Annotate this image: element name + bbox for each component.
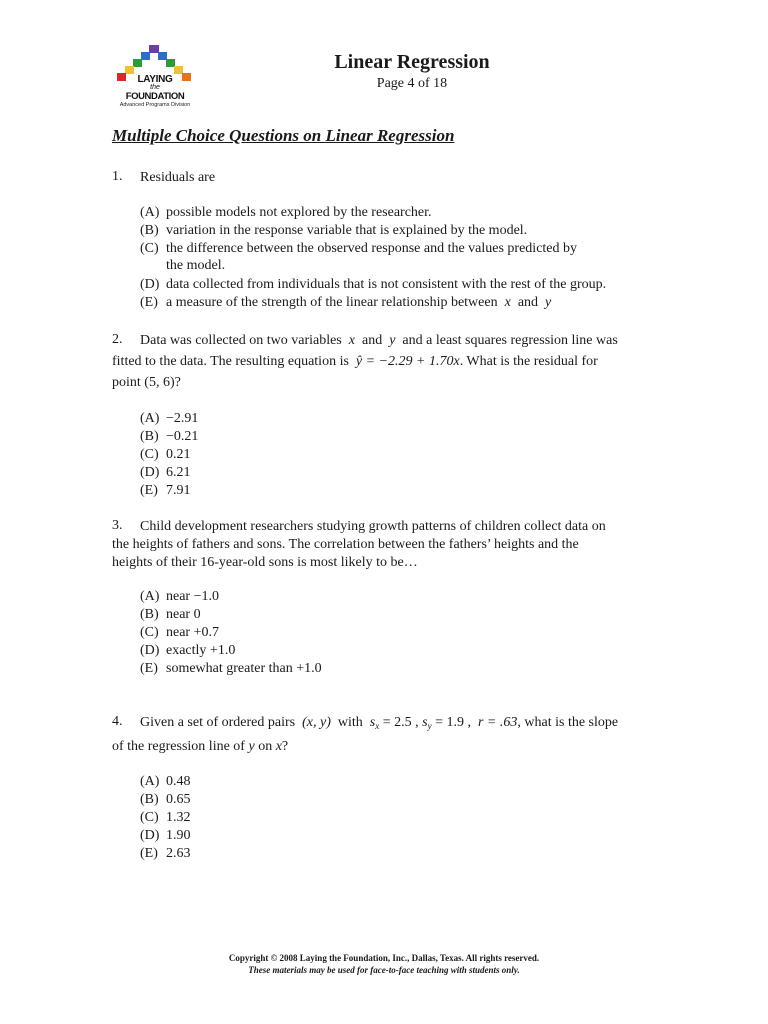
question-4-option-d [140,827,191,844]
ordered-pair: (x, y) [302,715,331,730]
question-3-option-a [140,588,219,605]
question-2-line-3: point (5, 6)? [112,375,181,390]
option-label: (E) [140,295,158,310]
option-label: (E) [140,846,158,861]
logo-block [125,66,134,74]
option-text: 1.90 [166,828,191,843]
variable-y: y [248,739,255,754]
page-title: Linear Regression [334,51,490,73]
option-label: (D) [140,277,160,292]
variable-x: x [348,333,355,348]
logo-block [174,66,183,74]
option-text: the difference between the observed response and the values predicted by [166,241,578,256]
question-3-option-c [140,624,219,641]
question-3-option-b [140,606,201,623]
question-1-option-a [140,204,432,221]
option-text: variation in the response variable that is explained by the model. [166,223,528,238]
word-with: with [337,715,363,730]
q4-text-part: , what is the slope [517,715,619,730]
word-on: on [258,739,273,754]
option-text: a measure of the strength of the linear relationship between [166,295,498,310]
symbol-s: s [369,715,376,730]
option-label: (C) [140,810,159,825]
variable-y: y [545,295,552,310]
question-3-option-d [140,642,235,659]
option-text: 2.63 [166,846,191,861]
word-and: and [517,295,539,310]
usage-notice: These materials may be used for face-to-face teaching with students only. [248,965,520,975]
regression-equation: ŷ = −2.29 + 1.70x [355,354,460,369]
question-4-number: 4. [112,714,123,729]
option-label: (B) [140,792,159,807]
subscript-y: y [427,721,432,731]
logo-text-foundation: FOUNDATION [125,91,185,102]
option-label: (D) [140,828,160,843]
symbol-s: s [422,715,428,730]
question-1-option-d [140,276,606,293]
option-label: (A) [140,205,160,220]
logo-block [133,59,142,67]
sx-value: = 2.5 , [379,715,419,730]
option-text: exactly +1.0 [166,643,236,658]
question-2-number: 2. [112,332,123,347]
question-mark: ? [281,739,289,754]
logo-block [158,52,167,60]
option-text: −0.21 [166,429,199,444]
word-and: and [361,333,383,348]
question-3-line-2: the heights of fathers and sons. The correlation between the fathers’ heights and the [112,537,579,552]
question-2-option-b [140,428,198,445]
option-label: (C) [140,447,159,462]
question-4-option-b [140,791,191,808]
option-text: 0.48 [166,774,191,789]
laying-the-foundation-logo [112,44,198,110]
logo-block [149,45,159,53]
option-label: (B) [140,223,159,238]
option-label: (E) [140,483,158,498]
question-2-line-1 [140,332,618,349]
option-text: possible models not explored by the researcher. [166,205,432,220]
question-4-line-1 [140,714,618,735]
logo-text-the: the [150,84,160,91]
option-text: near 0 [166,607,201,622]
option-label: (D) [140,465,160,480]
option-label: (C) [140,625,159,640]
option-text: data collected from individuals that is not consistent with the rest of the group. [166,277,607,292]
sy-value: = 1.9 , [431,715,471,730]
q4-text-part: Given a set of ordered pairs [140,715,296,730]
question-4-option-c [140,809,191,826]
correlation-r: r = .63 [477,715,518,730]
logo-subtitle: Advanced Programs Division [119,102,191,108]
variable-y: y [389,333,396,348]
option-label: (E) [140,661,158,676]
option-text: −2.91 [166,411,199,426]
q2-text-part: fitted to the data. The resulting equation is [112,354,349,369]
question-2-option-d [140,464,191,481]
option-label: (B) [140,429,159,444]
page-number: Page 4 of 18 [376,76,448,91]
question-3-line-3: heights of their 16-year-old sons is most likely to be… [112,555,418,570]
q2-text-part: and a least squares regression line was [402,333,618,348]
copyright-notice: Copyright © 2008 Laying the Foundation, Inc., Dallas, Texas. All rights reserved. [228,953,540,963]
question-1-option-c-continued: the model. [166,258,226,273]
option-text: 0.21 [166,447,191,462]
question-1-option-b [140,222,527,239]
logo-block [166,59,175,67]
question-3-line-1: Child development researchers studying growth patterns of children collect data on [140,519,606,534]
question-4-line-2 [112,738,288,755]
question-4-option-a [140,773,191,790]
option-text: near −1.0 [166,589,219,604]
option-text: 1.32 [166,810,191,825]
q2-text-part: . What is the residual for [459,354,598,369]
question-3-option-e [140,660,322,677]
question-2-option-e [140,482,191,499]
variable-x: x [275,739,282,754]
q2-text-part: Data was collected on two variables [140,333,342,348]
subscript-x: x [375,721,380,731]
question-4-option-e [140,845,191,862]
option-label: (B) [140,607,159,622]
option-text: 0.65 [166,792,191,807]
option-text: near +0.7 [166,625,219,640]
option-label: (C) [140,241,159,256]
question-3-number: 3. [112,518,123,533]
question-2-option-c [140,446,191,463]
logo-block [141,52,150,60]
question-1-option-e [140,294,551,311]
logo-text-laying: LAYING [137,74,173,85]
option-label: (A) [140,589,160,604]
option-label: (A) [140,411,160,426]
option-text: 6.21 [166,465,191,480]
option-label: (D) [140,643,160,658]
q4-text-part: of the regression line of [112,739,245,754]
option-text: somewhat greater than +1.0 [166,661,322,676]
question-2-option-a [140,410,198,427]
question-1-option-c [140,240,577,257]
question-1-number: 1. [112,169,123,184]
question-2-line-2 [112,353,598,370]
variable-x: x [504,295,511,310]
question-1-text: Residuals are [140,170,216,185]
section-title: Multiple Choice Questions on Linear Regression [112,126,455,145]
option-text: 7.91 [166,483,191,498]
option-label: (A) [140,774,160,789]
